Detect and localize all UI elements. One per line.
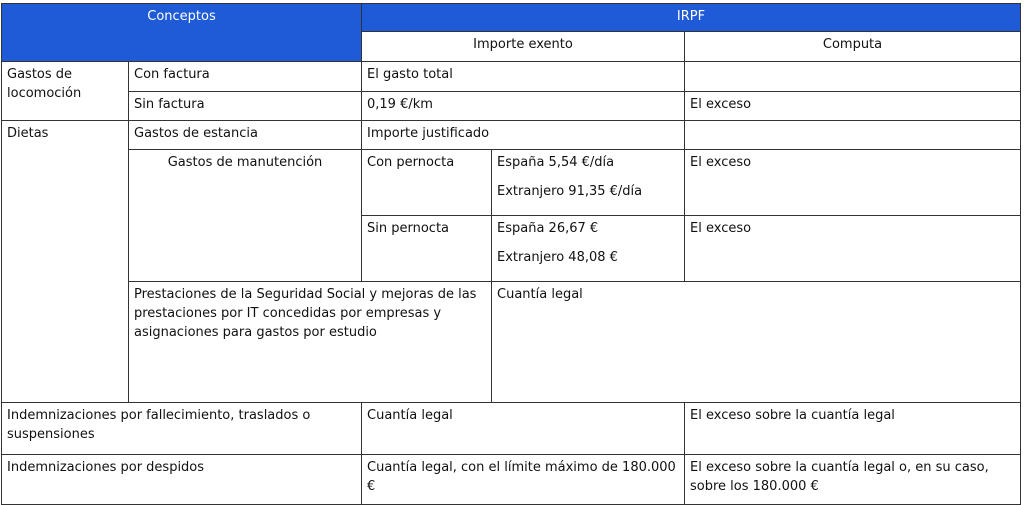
sin-pernocta-amounts — [492, 216, 685, 282]
concept-prestaciones: Prestaciones de la Seguridad Social y mejoras de las prestaciones por IT concedidas por empresas y asignaciones para gastos por estudio — [129, 282, 492, 403]
exento-con-factura: El gasto total — [362, 62, 685, 92]
computa-con-factura — [685, 62, 1021, 92]
subconcept-con-factura: Con factura — [129, 62, 362, 92]
header-conceptos: Conceptos — [2, 4, 362, 62]
computa-estancia — [685, 121, 1021, 150]
exento-prestaciones: Cuantía legal — [492, 282, 1021, 403]
sin-pernocta-extranjero: Extranjero 48,08 € — [497, 250, 618, 265]
exento-sin-factura: 0,19 €/km — [362, 92, 685, 121]
sin-pernocta-espana: España 26,67 € — [497, 221, 599, 236]
subconcept-estancia: Gastos de estancia — [129, 121, 362, 150]
subconcept-manutencion: Gastos de manutención — [129, 150, 362, 282]
con-pernocta-amounts — [492, 150, 685, 216]
con-pernocta-extranjero: Extranjero 91,35 €/día — [497, 184, 643, 199]
header-irpf: IRPF — [362, 4, 1021, 32]
concept-despidos: Indemnizaciones por despidos — [2, 455, 362, 505]
con-pernocta-label: Con pernocta — [362, 150, 492, 216]
computa-sin-factura: El exceso — [685, 92, 1021, 121]
exento-estancia: Importe justificado — [362, 121, 685, 150]
concept-locomocion: Gastos de locomoción — [2, 62, 129, 121]
exento-despidos: Cuantía legal, con el límite máximo de 180.000 € — [362, 455, 685, 505]
computa-sin-pernocta: El exceso — [685, 216, 1021, 282]
con-pernocta-espana: España 5,54 €/día — [497, 155, 615, 170]
computa-con-pernocta: El exceso — [685, 150, 1021, 216]
exento-fallecimiento: Cuantía legal — [362, 403, 685, 455]
sin-pernocta-label: Sin pernocta — [362, 216, 492, 282]
irpf-table — [1, 3, 1021, 505]
subconcept-sin-factura: Sin factura — [129, 92, 362, 121]
concept-fallecimiento: Indemnizaciones por fallecimiento, traslados o suspensiones — [2, 403, 362, 455]
header-importe-exento: Importe exento — [362, 32, 685, 62]
header-computa: Computa — [685, 32, 1021, 62]
concept-dietas: Dietas — [2, 121, 129, 403]
computa-despidos: El exceso sobre la cuantía legal o, en su caso, sobre los 180.000 € — [685, 455, 1021, 505]
computa-fallecimiento: El exceso sobre la cuantía legal — [685, 403, 1021, 455]
